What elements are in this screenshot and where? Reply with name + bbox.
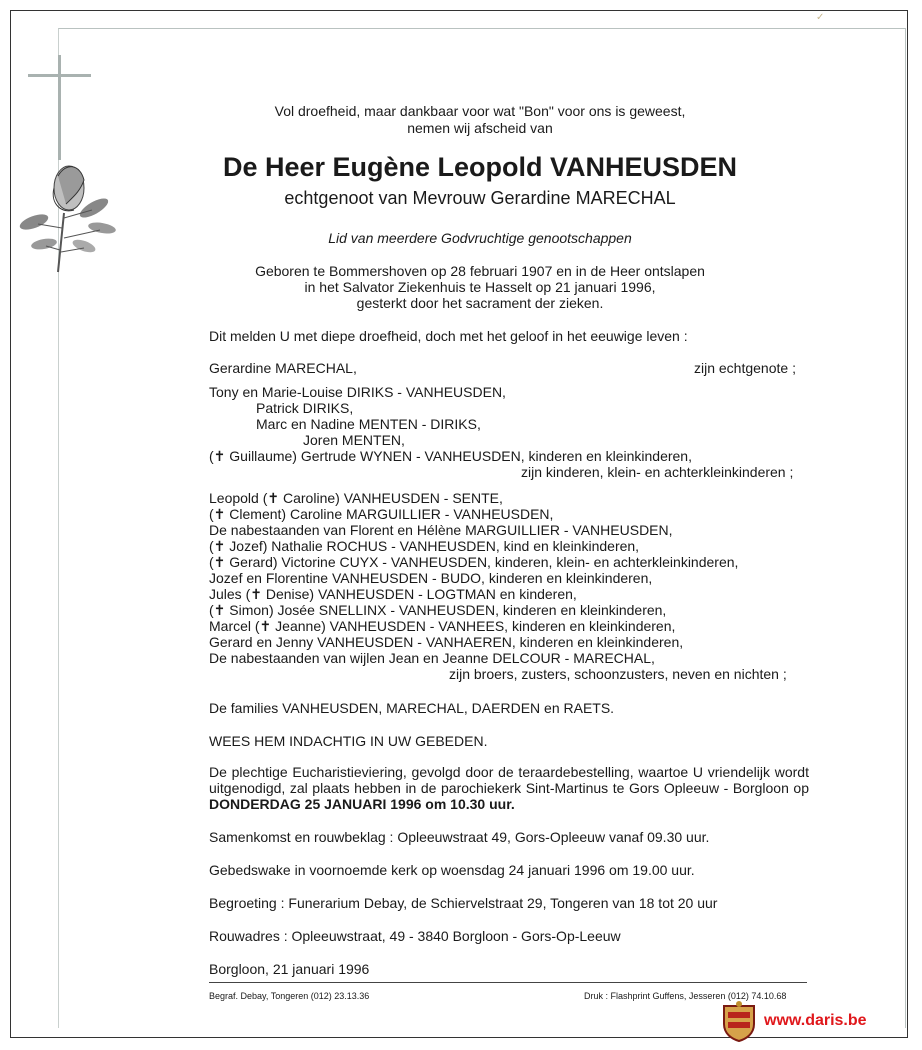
list-item: Leopold (✝ Caroline) VANHEUSDEN - SENTE,	[209, 490, 503, 506]
remember-line: WEES HEM INDACHTIG IN UW GEBEDEN.	[209, 733, 488, 749]
printer-credit: Druk : Flashprint Guffens, Jesseren (012) 74.10.68	[584, 991, 787, 1001]
greeting-line: Begroeting : Funerarium Debay, de Schiervelstraat 29, Tongeren van 18 tot 20 uur	[209, 895, 718, 911]
spouse-name: Gerardine MARECHAL,	[209, 360, 357, 376]
list-item: Jozef en Florentine VANHEUSDEN - BUDO, kinderen en kleinkinderen,	[209, 570, 653, 586]
list-item: Tony en Marie-Louise DIRIKS - VANHEUSDEN,	[209, 384, 506, 400]
place-date-line: Borgloon, 21 januari 1996	[209, 961, 370, 977]
website-link[interactable]: www.daris.be	[764, 1012, 867, 1029]
rose-icon	[14, 158, 118, 276]
born-line-3: gesterkt door het sacrament der zieken.	[356, 295, 604, 311]
spouse-relation: zijn echtgenote ;	[694, 360, 796, 376]
list-item: Gerard en Jenny VANHEUSDEN - VANHAEREN, kinderen en kleinkinderen,	[209, 634, 684, 650]
ceremony-date: DONDERDAG 25 JANUARI 1996 om 10.30 uur.	[209, 796, 515, 812]
list-item: Patrick DIRIKS,	[256, 400, 354, 416]
ceremony-text	[209, 764, 809, 812]
born-line-2: in het Salvator Ziekenhuis te Hasselt op 21 januari 1996,	[304, 279, 656, 295]
list-item: (✝ Simon) Josée SNELLINX - VANHEUSDEN, kinderen en kleinkinderen,	[209, 602, 667, 618]
list-item: (✝ Gerard) Victorine CUYX - VANHEUSDEN, kinderen, klein- en achterkleinkinderen,	[209, 554, 739, 570]
daris-crest-icon	[720, 1000, 758, 1042]
list-item: Marc en Nadine MENTEN - DIRIKS,	[256, 416, 481, 432]
gathering-line: Samenkomst en rouwbeklag : Opleeuwstraat 49, Gors-Opleeuw vanaf 09.30 uur.	[209, 829, 710, 845]
list-item: Joren MENTEN,	[303, 432, 405, 448]
wake-line: Gebedswake in voornoemde kerk op woensdag 24 januari 1996 om 19.00 uur.	[209, 862, 695, 878]
spouse-line: echtgenoot van Mevrouw Gerardine MARECHAL	[284, 188, 676, 208]
intro-line-2: nemen wij afscheid van	[407, 120, 553, 136]
cross-icon	[58, 55, 61, 160]
membership-line: Lid van meerdere Godvruchtige genootschappen	[328, 230, 632, 246]
corner-mark-icon: ✓	[816, 12, 825, 23]
announcement: Dit melden U met diepe droefheid, doch met het geloof in het eeuwige leven :	[209, 328, 688, 344]
list-item: De nabestaanden van Florent en Hélène MARGUILLIER - VANHEUSDEN,	[209, 522, 673, 538]
cross-bar	[28, 74, 91, 77]
footer-divider	[209, 982, 807, 983]
intro-line-1: Vol droefheid, maar dankbaar voor wat "Bon" voor ons is geweest,	[274, 103, 686, 119]
ceremony-body: De plechtige Eucharistieviering, gevolgd door de teraardebestelling, waartoe U vriendelijk wordt uitgenodigd, zal plaats hebben in de parochiekerk Sint-Martinus te Gors Opleeuw - Borgloon op	[209, 764, 809, 796]
list-item: Jules (✝ Denise) VANHEUSDEN - LOGTMAN en kinderen,	[209, 586, 577, 602]
families-line: De families VANHEUSDEN, MARECHAL, DAERDEN en RAETS.	[209, 700, 615, 716]
siblings-relation: zijn broers, zusters, schoonzusters, neven en nichten ;	[449, 666, 787, 682]
deceased-name: De Heer Eugène Leopold VANHEUSDEN	[222, 152, 738, 182]
born-line-1: Geboren te Bommershoven op 28 februari 1907 en in de Heer ontslapen	[255, 263, 705, 279]
children-relation: zijn kinderen, klein- en achterkleinkinderen ;	[521, 464, 794, 480]
list-item: De nabestaanden van wijlen Jean en Jeanne DELCOUR - MARECHAL,	[209, 650, 655, 666]
list-item: (✝ Guillaume) Gertrude WYNEN - VANHEUSDEN, kinderen en kleinkinderen,	[209, 448, 692, 464]
undertaker-credit: Begraf. Debay, Tongeren (012) 23.13.36	[209, 991, 370, 1001]
list-item: (✝ Jozef) Nathalie ROCHUS - VANHEUSDEN, kind en kleinkinderen,	[209, 538, 640, 554]
address-line: Rouwadres : Opleeuwstraat, 49 - 3840 Borgloon - Gors-Op-Leeuw	[209, 928, 621, 944]
list-item: (✝ Clement) Caroline MARGUILLIER - VANHEUSDEN,	[209, 506, 554, 522]
list-item: Marcel (✝ Jeanne) VANHEUSDEN - VANHEES, kinderen en kleinkinderen,	[209, 618, 676, 634]
